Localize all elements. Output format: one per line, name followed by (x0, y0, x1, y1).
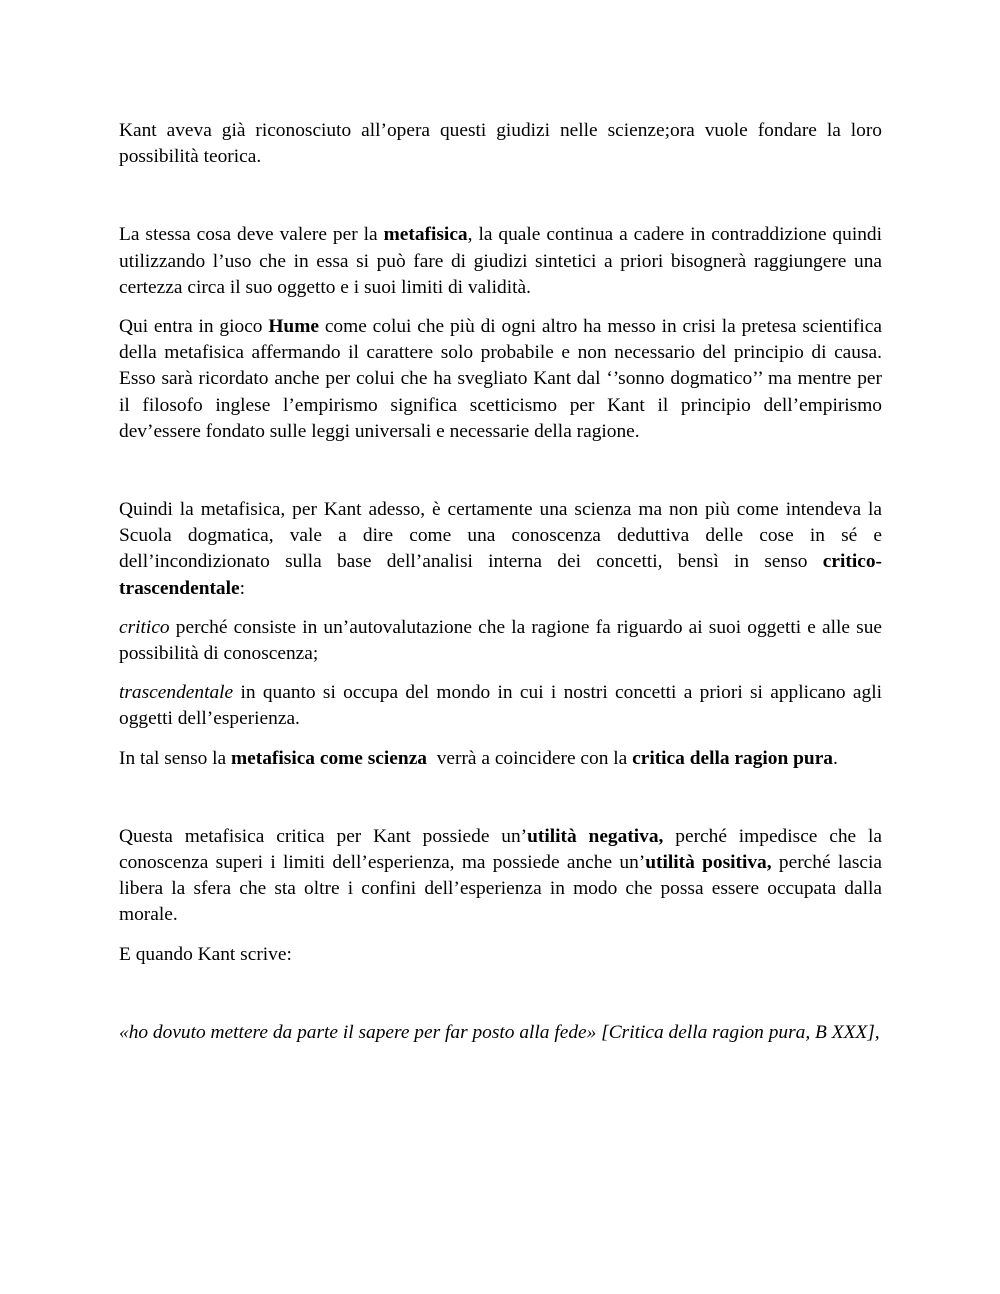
text-run: Qui entra in gioco (119, 316, 269, 338)
bold-term-utilita-negativa: utilità negativa, (527, 825, 664, 847)
paragraph-utilita (119, 824, 882, 929)
text-run: in quanto si occupa del mondo in cui i nostri concetti a priori si applicano agli oggetti dell’esperienza. (119, 682, 882, 730)
text-run: , la quale continua a cadere in contraddizione quindi utilizzando l’uso che in essa si può fare di giudizi sintetici a priori bisognerà raggiungere una certezza circa il suo oggetto e i suoi limiti di validità. (119, 224, 882, 298)
paragraph-critica-ragion-pura (119, 746, 882, 772)
bold-term-critica-della-ragion-pura: critica della ragion pura (632, 747, 833, 769)
text-run: Questa metafisica critica per Kant possiede un’ (119, 825, 528, 847)
paragraph-kant-scrive: E quando Kant scrive: (119, 943, 292, 965)
text-run: verrà a coincidere con la (427, 747, 633, 769)
paragraph-hume (119, 314, 882, 445)
text-run: . (833, 747, 838, 769)
bold-term-utilita-positiva: utilità positiva, (645, 852, 772, 874)
text-run: come colui che più di ogni altro ha messo in crisi la pretesa scientifica della metafisica affermando il carattere solo probabile e non necessario del principio di causa. Esso sarà ricordato anche per colui che ha svegliato Kant dal ‘’sonno dogmatico’’ ma mentre per il filosofo inglese l’empirismo significa scetticismo per Kant il principio dell’empirismo dev’essere fondato sulle leggi universali e necessarie della ragione. (119, 316, 882, 442)
text-run: La stessa cosa deve valere per la (119, 224, 384, 246)
bold-term-hume: Hume (268, 316, 319, 338)
paragraph-kant-giudizi: Kant aveva già riconosciuto all’opera questi giudizi nelle scienze;ora vuole fondare la loro possibilità teorica. (119, 120, 882, 168)
paragraph-spacer (119, 301, 882, 314)
paragraph-metafisica-scienza (119, 497, 882, 602)
paragraph-spacer (119, 602, 882, 615)
text-run: perché consiste in un’autovalutazione che la ragione fa riguardo ai suoi oggetti e alle sue possibilità di conoscenza; (119, 616, 882, 665)
document-body (119, 118, 882, 1046)
paragraph-spacer (119, 733, 882, 746)
text-run: In tal senso la (119, 747, 232, 769)
paragraph-spacer (119, 968, 882, 1020)
bold-term-metafisica-come-scienza: metafisica come scienza (231, 747, 427, 769)
bold-term-critico-trascendentale: critico-trascendentale (119, 551, 882, 599)
paragraph-spacer (119, 772, 882, 824)
paragraph-spacer (119, 170, 882, 222)
text-run: perché lascia libera la sfera che sta oltre i confini dell’esperienza in modo che possa essere occupata dalla morale. (119, 852, 883, 926)
text-run: perché impedisce che la conoscenza superi i limiti dell’esperienza, ma possiede anche un’ (119, 825, 883, 874)
paragraph-metafisica (119, 222, 882, 301)
paragraph-critico (119, 615, 882, 667)
paragraph-spacer (119, 929, 882, 942)
text-run: : (239, 577, 246, 599)
paragraph-trascendentale (119, 680, 882, 732)
bold-term-metafisica: metafisica (383, 224, 468, 246)
italic-term-trascendentale: trascendentale (119, 682, 234, 704)
quotation-kant: «ho dovuto mettere da parte il sapere per far posto alla fede» [Critica della ragion pura, B XXX], (119, 1021, 880, 1043)
paragraph-spacer (119, 445, 882, 497)
text-run: Quindi la metafisica, per Kant adesso, è certamente una scienza ma non più come intendeva la Scuola dogmatica, vale a dire come una conoscenza deduttiva delle cose in sé e dell’incondizionato sulla base dell’analisi interna dei concetti, bensì in senso (119, 499, 882, 573)
italic-term-critico: critico (119, 616, 170, 638)
paragraph-spacer (119, 667, 882, 680)
